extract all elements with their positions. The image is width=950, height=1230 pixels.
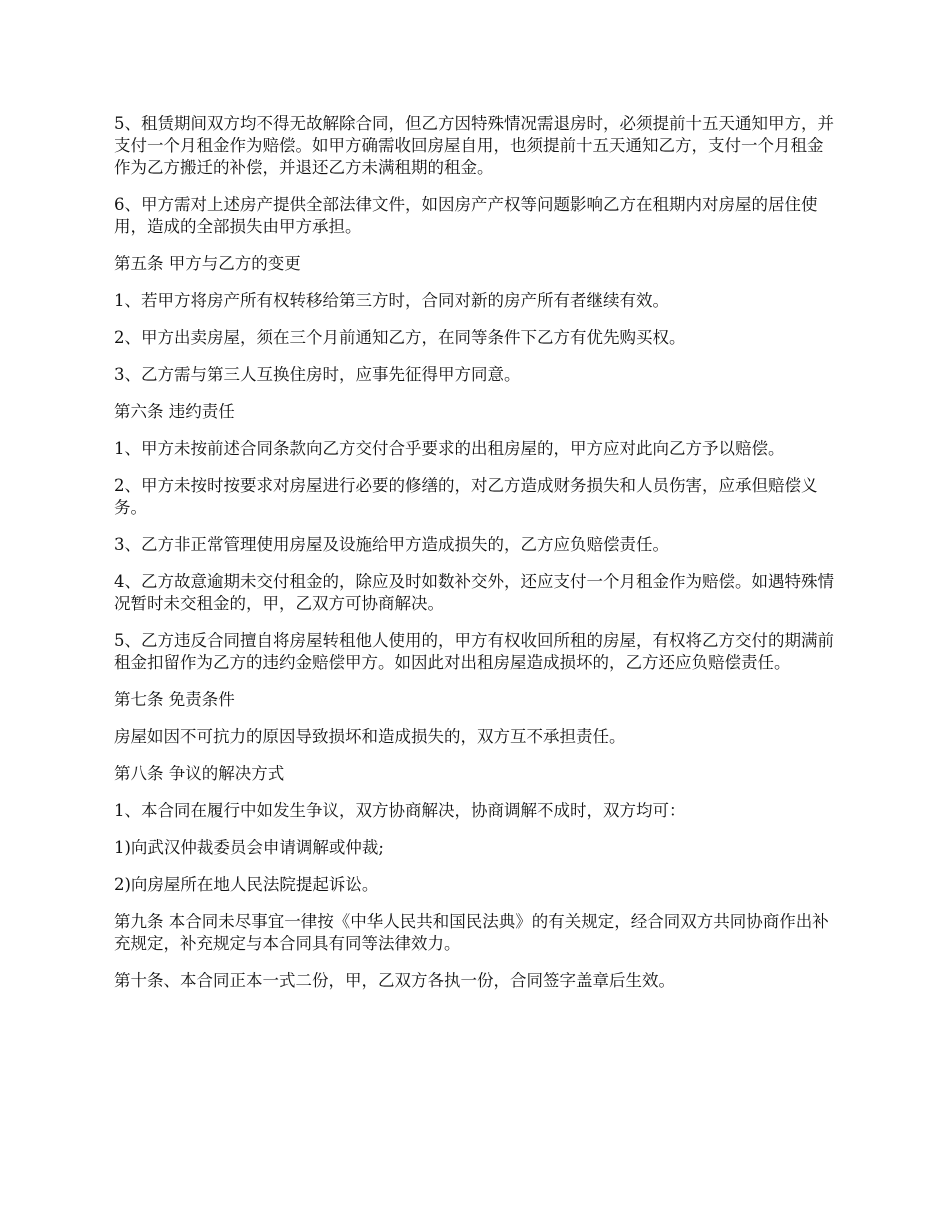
article-6-heading: 第六条 违约责任 bbox=[114, 402, 235, 421]
article-9-supplementary: 第九条 本合同未尽事宜一律按《中华人民共和国民法典》的有关规定，经合同双方共同协商作出补充规定，补充规定与本合同具有同等法律效力。 bbox=[114, 912, 829, 953]
clause-sale-notice: 2、甲方出卖房屋，须在三个月前通知乙方，在同等条件下乙方有优先购买权。 bbox=[114, 328, 686, 347]
article-10-copies: 第十条、本合同正本一式二份，甲，乙双方各执一份，合同签字盖章后生效。 bbox=[114, 971, 675, 990]
document-body bbox=[114, 113, 836, 1007]
clause-dispute-negotiation: 1、本合同在履行中如发生争议，双方协商解决，协商调解不成时，双方均可： bbox=[114, 801, 686, 820]
clause-breach-repair: 2、甲方未按时按要求对房屋进行必要的修缮的，对乙方造成财务损失和人员伤害，应承但赔偿义务。 bbox=[114, 476, 818, 517]
article-8-heading: 第八条 争议的解决方式 bbox=[114, 764, 285, 783]
article-5-heading: 第五条 甲方与乙方的变更 bbox=[114, 254, 301, 273]
clause-breach-late-rent: 4、乙方故意逾期未交付租金的，除应及时如数补交外，还应支付一个月租金作为赔偿。如遇特殊情况暂时未交租金的，甲，乙双方可协商解决。 bbox=[114, 572, 834, 613]
article-7-heading: 第七条 免责条件 bbox=[114, 690, 235, 709]
clause-5-6-legal-documents: 6、甲方需对上述房产提供全部法律文件，如因房产产权等问题影响乙方在租期内对房屋的居住使用，造成的全部损失由甲方承担。 bbox=[114, 195, 818, 236]
clause-5-5-termination: 5、租赁期间双方均不得无故解除合同，但乙方因特殊情况需退房时，必须提前十五天通知甲方，并支付一个月租金作为赔偿。如甲方确需收回房屋自用，也须提前十五天通知乙方，支付一个月租金作为乙方搬迁的补偿，并退还乙方未满租期的租金。 bbox=[114, 114, 834, 177]
clause-dispute-arbitration: 1)向武汉仲裁委员会申请调解或仲裁; bbox=[114, 838, 384, 857]
clause-breach-misuse: 3、乙方非正常管理使用房屋及设施给甲方造成损失的，乙方应负赔偿责任。 bbox=[114, 535, 669, 554]
clause-force-majeure: 房屋如因不可抗力的原因导致损坏和造成损失的，双方互不承担责任。 bbox=[114, 727, 626, 746]
clause-breach-delivery: 1、甲方未按前述合同条款向乙方交付合乎要求的出租房屋的，甲方应对此向乙方予以赔偿。 bbox=[114, 439, 785, 458]
clause-breach-sublet: 5、乙方违反合同擅自将房屋转租他人使用的，甲方有权收回所租的房屋，有权将乙方交付的期满前租金扣留作为乙方的违约金赔偿甲方。如因此对出租房屋造成损坏的，乙方还应负赔偿责任。 bbox=[114, 631, 834, 672]
clause-ownership-transfer: 1、若甲方将房产所有权转移给第三方时，合同对新的房产所有者继续有效。 bbox=[114, 291, 669, 310]
clause-dispute-litigation: 2)向房屋所在地人民法院提起诉讼。 bbox=[114, 875, 379, 894]
clause-housing-exchange: 3、乙方需与第三人互换住房时，应事先征得甲方同意。 bbox=[114, 365, 521, 384]
